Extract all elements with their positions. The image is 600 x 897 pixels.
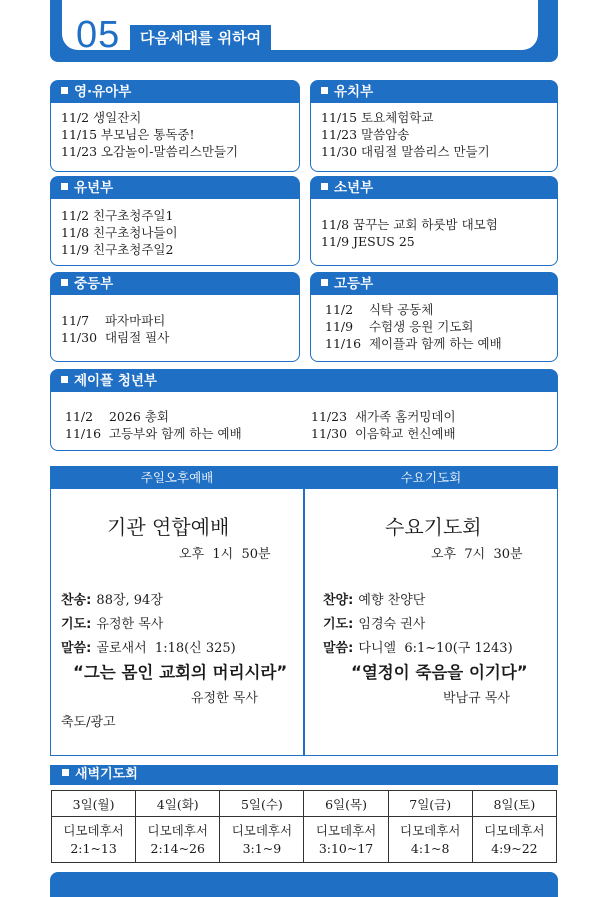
dept-header — [51, 177, 299, 199]
table-cell — [52, 817, 136, 863]
verse-range: 2:1~13 — [70, 840, 117, 856]
list-item: 11/23 말씀암송 — [321, 127, 410, 142]
word-value: 다니엘 6:1~10(구 1243) — [358, 641, 513, 656]
hymn-label: 찬송: — [61, 593, 92, 608]
list-item: 11/8 꿈꾸는 교회 하룻밤 대모험 — [321, 217, 498, 232]
square-bullet-icon — [61, 279, 68, 286]
dept-header — [51, 81, 299, 103]
prayer-value: 유정한 목사 — [96, 617, 164, 632]
table-row — [52, 791, 557, 817]
table-cell — [136, 817, 220, 863]
sunday-time: 오후 1시 50분 — [179, 547, 271, 562]
dept-title: 유년부 — [74, 180, 114, 196]
list-item: 11/30 이음학교 헌신예배 — [311, 426, 456, 441]
list-item: 11/9 수험생 응원 기도회 — [325, 319, 474, 334]
table-cell: 6일(목) — [304, 791, 388, 817]
book-name: 디모데후서 — [63, 822, 124, 838]
word-label: 말씀: — [61, 641, 92, 656]
dept-high — [310, 272, 558, 362]
dept-header — [311, 273, 557, 295]
list-item: 11/2 2026 총회 — [65, 409, 169, 424]
table-cell — [472, 817, 556, 863]
dept-kinder — [310, 80, 558, 172]
dept-youth — [310, 176, 558, 266]
list-item: 11/8 친구초청나들이 — [61, 225, 178, 240]
worship-section — [50, 466, 558, 756]
prayer-label: 기도: — [61, 617, 92, 632]
dept-header — [311, 177, 557, 199]
dept-children — [50, 176, 300, 266]
section-number: 05 — [76, 14, 121, 56]
dept-header — [311, 81, 557, 103]
sunday-prayer — [61, 613, 163, 632]
list-item: 11/7 파자마파티 — [61, 313, 166, 328]
list-item: 11/15 토요체험학교 — [321, 110, 434, 125]
table-cell — [388, 817, 472, 863]
book-name: 디모데후서 — [484, 822, 545, 838]
list-item: 11/2 생일잔치 — [61, 110, 142, 125]
sunday-sermon-title: “그는 몸인 교회의 머리시라” — [73, 663, 288, 682]
square-bullet-icon — [61, 87, 68, 94]
prayer-value: 임경숙 권사 — [358, 617, 426, 632]
table-cell: 3일(월) — [52, 791, 136, 817]
wednesday-sermon-title: “열정이 죽음을 이기다” — [351, 663, 528, 682]
table-row — [52, 817, 557, 863]
wednesday-prayer — [323, 613, 425, 632]
list-item: 11/9 JESUS 25 — [321, 234, 415, 249]
verse-range: 4:1~8 — [410, 840, 450, 856]
table-cell — [220, 817, 304, 863]
dept-title: 제이플 청년부 — [74, 373, 157, 389]
wednesday-word — [323, 637, 513, 656]
footer-bar — [50, 872, 558, 897]
list-item: 11/15 부모님은 통독중! — [61, 127, 195, 142]
dept-header — [51, 370, 557, 392]
sunday-closing: 축도/광고 — [61, 715, 116, 730]
table-cell — [304, 817, 388, 863]
dept-title: 소년부 — [334, 180, 374, 196]
dept-title: 영·유아부 — [74, 84, 132, 100]
dawn-title: 새벽기도회 — [75, 767, 138, 782]
dept-infant — [50, 80, 300, 172]
list-item: 11/23 오감놀이-말씀리스만들기 — [61, 144, 239, 159]
word-label: 말씀: — [323, 641, 354, 656]
dept-title: 유치부 — [334, 84, 374, 100]
sunday-preacher: 유정한 목사 — [191, 691, 258, 706]
table-cell: 8일(토) — [472, 791, 556, 817]
section-title: 다음세대를 위하여 — [130, 25, 271, 51]
square-bullet-icon — [321, 183, 328, 190]
square-bullet-icon — [62, 769, 69, 776]
dawn-prayer-header — [50, 765, 558, 785]
wednesday-time: 오후 7시 30분 — [431, 547, 523, 562]
wednesday-header: 수요기도회 — [305, 467, 557, 489]
hymn-label: 찬양: — [323, 593, 354, 608]
prayer-label: 기도: — [323, 617, 354, 632]
sunday-title: 기관 연합예배 — [107, 515, 230, 539]
sunday-hymn — [61, 589, 163, 608]
list-item: 11/2 식탁 공동체 — [325, 302, 434, 317]
divider — [303, 467, 305, 755]
hymn-value: 예향 찬양단 — [358, 593, 426, 608]
square-bullet-icon — [321, 87, 328, 94]
hymn-value: 88장, 94장 — [96, 593, 163, 608]
sunday-header: 주일오후예배 — [51, 467, 303, 489]
book-name: 디모데후서 — [315, 822, 377, 838]
square-bullet-icon — [321, 279, 328, 286]
dawn-schedule-table — [51, 790, 557, 863]
list-item: 11/30 대림절 필사 — [61, 330, 170, 345]
table-cell: 5일(수) — [220, 791, 304, 817]
list-item: 11/23 새가족 홈커밍데이 — [311, 409, 456, 424]
verse-range: 3:10~17 — [318, 840, 374, 856]
dept-title: 고등부 — [334, 276, 374, 292]
list-item: 11/30 대림절 말씀리스 만들기 — [321, 144, 490, 159]
dept-header — [51, 273, 299, 295]
verse-range: 4:9~22 — [491, 840, 538, 856]
verse-range: 2:14~26 — [150, 840, 205, 856]
list-item: 11/2 친구초청주일1 — [61, 208, 174, 223]
list-item: 11/16 고등부와 함께 하는 예배 — [65, 426, 242, 441]
wednesday-hymn — [323, 589, 425, 608]
word-value: 골로새서 1:18(신 325) — [96, 641, 236, 656]
wednesday-title: 수요기도회 — [385, 515, 482, 539]
verse-range: 3:1~9 — [242, 840, 282, 856]
table-cell: 4일(화) — [136, 791, 220, 817]
square-bullet-icon — [61, 376, 68, 383]
list-item: 11/16 제이플과 함께 하는 예배 — [325, 336, 502, 351]
dept-middle — [50, 272, 300, 362]
dept-young-adult — [50, 369, 558, 451]
wednesday-preacher: 박남규 목사 — [443, 691, 510, 706]
book-name: 디모데후서 — [400, 822, 461, 838]
table-cell: 7일(금) — [388, 791, 472, 817]
list-item: 11/9 친구초청주일2 — [61, 242, 174, 257]
book-name: 디모데후서 — [147, 822, 208, 838]
dept-title: 중등부 — [74, 276, 114, 292]
sunday-word — [61, 637, 236, 656]
book-name: 디모데후서 — [231, 822, 293, 838]
square-bullet-icon — [61, 183, 68, 190]
